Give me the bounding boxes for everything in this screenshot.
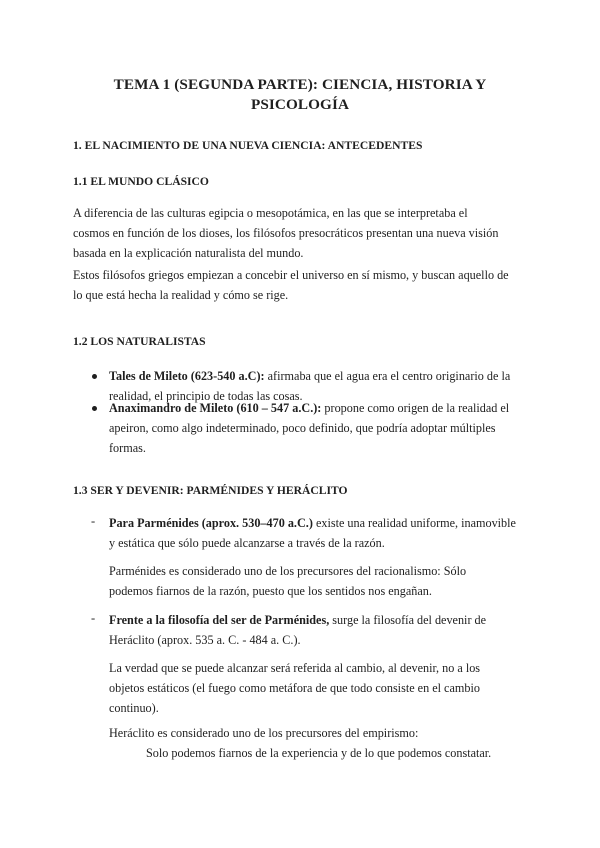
paragraph	[73, 203, 498, 263]
text-line: Estos filósofos griegos empiezan a concebir el universo en sí mismo, y buscan aquello de	[73, 268, 509, 282]
list-item-bold: Tales de Mileto (623-540 a.C):	[109, 369, 265, 383]
list-item-text: surge la filosofía del devenir de	[329, 613, 487, 627]
list-item-bold: Anaximandro de Mileto (610 – 547 a.C.):	[109, 401, 322, 415]
text-line: lo que está hecha la realidad y cómo se rige.	[73, 288, 289, 302]
section-1-2-heading: 1.2 LOS NATURALISTAS	[73, 335, 206, 348]
paragraph	[109, 561, 466, 601]
list-item-text: propone como origen de la realidad el	[321, 401, 510, 415]
list-item-text: afirmaba que el agua era el centro originario de la	[264, 369, 511, 383]
bullet-icon	[92, 374, 97, 379]
list-item-text: Heráclito (aprox. 535 a. C. - 484 a. C.).	[109, 633, 301, 647]
list-item-text: realidad, el principio de todas las cosas.	[109, 389, 303, 403]
text-line: podemos fiarnos de la razón, puesto que los sentidos nos engañan.	[109, 584, 432, 598]
text-line: La verdad que se puede alcanzar será referida al cambio, al devenir, no a los	[109, 661, 481, 675]
text-line: basada en la explicación naturalista del mundo.	[73, 246, 304, 260]
list-item-bold: Para Parménides (aprox. 530–470 a.C.)	[109, 516, 313, 530]
list-item-text: y estática que sólo puede alcanzarse a través de la razón.	[109, 536, 385, 550]
dash-marker: -	[91, 514, 96, 528]
dash-list-item	[109, 513, 516, 553]
list-item	[109, 398, 509, 458]
section-1-1-heading: 1.1 EL MUNDO CLÁSICO	[73, 175, 209, 188]
paragraph	[109, 658, 480, 718]
text-line: objetos estáticos (el fuego como metáfora de que todo consiste en el cambio	[109, 681, 480, 695]
text-line: cosmos en función de los dioses, los filósofos presocráticos presentan una nueva visión	[73, 226, 499, 240]
section-1-3-heading: 1.3 SER Y DEVENIR: PARMÉNIDES Y HERÁCLITO	[73, 484, 348, 497]
paragraph	[73, 265, 509, 305]
paragraph	[109, 723, 491, 763]
bullet-icon	[92, 406, 97, 411]
list-item-text: apeiron, como algo indeterminado, poco definido, que podría adoptar múltiples	[109, 421, 496, 435]
dash-marker: -	[91, 611, 96, 625]
page-title-line-1: TEMA 1 (SEGUNDA PARTE): CIENCIA, HISTORIA Y	[113, 76, 487, 93]
list-item-text: formas.	[109, 441, 146, 455]
text-line: A diferencia de las culturas egipcia o mesopotámica, en las que se interpretaba el	[73, 206, 468, 220]
section-1-heading: 1. EL NACIMIENTO DE UNA NUEVA CIENCIA: ANTECEDENTES	[73, 139, 423, 152]
dash-list-item	[109, 610, 486, 650]
list-item-text: existe una realidad uniforme, inamovible	[312, 516, 516, 530]
list-item-bold: Frente a la filosofía del ser de Parménides,	[109, 613, 330, 627]
text-line: Solo podemos fiarnos de la experiencia y de lo que podemos constatar.	[146, 746, 492, 760]
text-line: Heráclito es considerado uno de los precursores del empirismo:	[109, 726, 419, 740]
page-title-line-2: PSICOLOGÍA	[250, 96, 350, 113]
text-line: continuo).	[109, 701, 159, 715]
text-line: Parménides es considerado uno de los precursores del racionalismo: Sólo	[109, 564, 467, 578]
